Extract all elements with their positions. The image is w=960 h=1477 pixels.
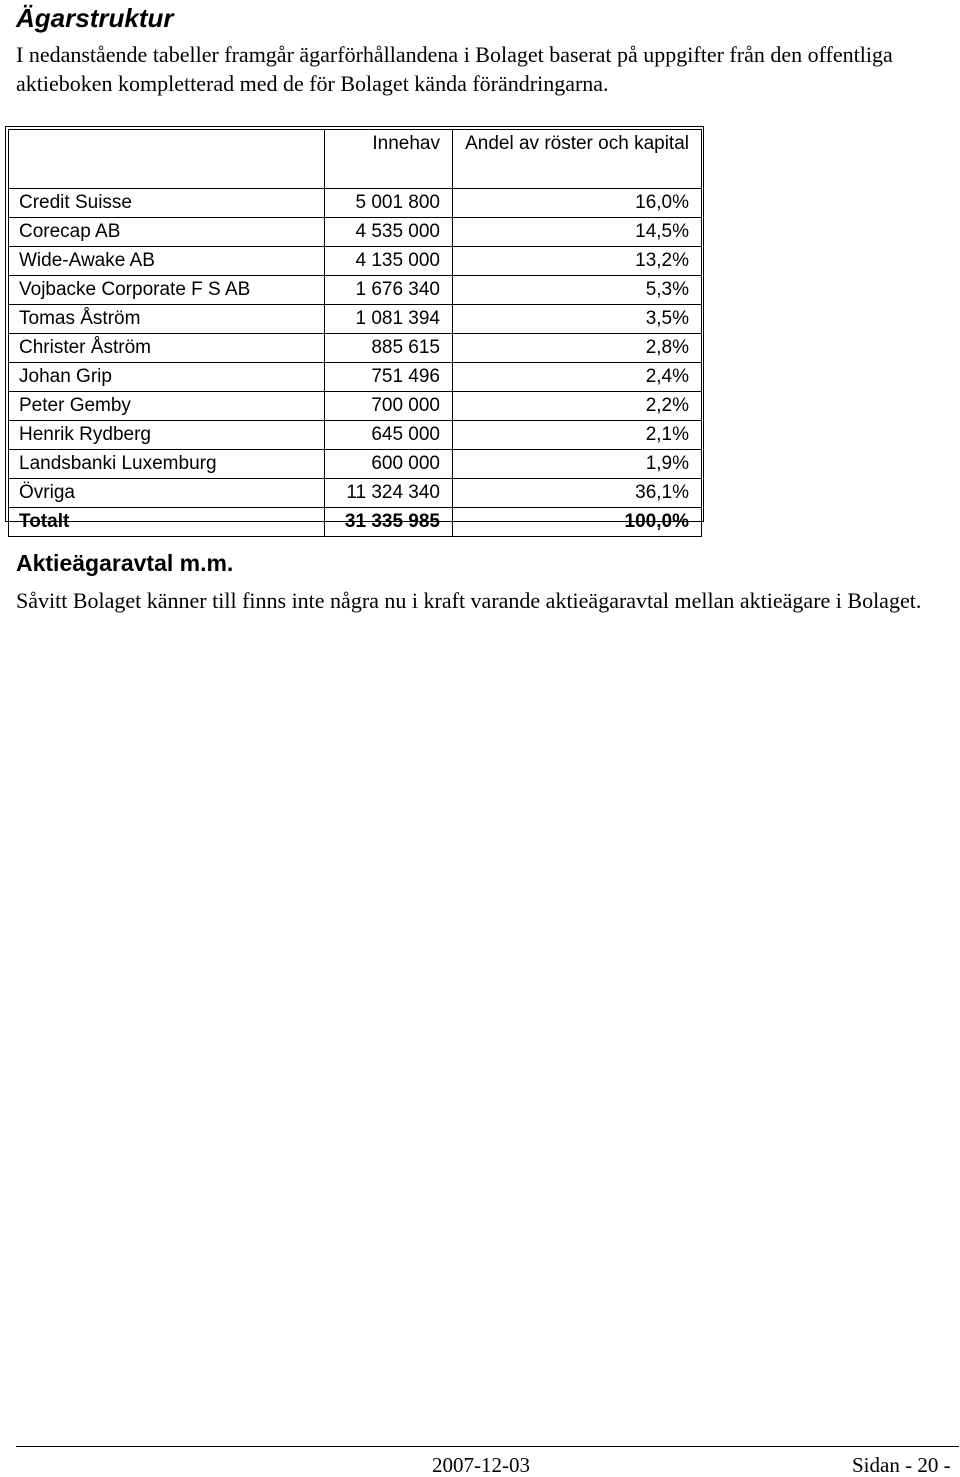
cell-holding: 751 496 bbox=[325, 363, 453, 392]
cell-share: 2,8% bbox=[453, 334, 702, 363]
table-row bbox=[9, 363, 702, 392]
cell-share: 2,4% bbox=[453, 363, 702, 392]
cell-share: 3,5% bbox=[453, 305, 702, 334]
table-row bbox=[9, 421, 702, 450]
table-row bbox=[9, 479, 702, 508]
cell-holding: 1 676 340 bbox=[325, 276, 453, 305]
table-row bbox=[9, 334, 702, 363]
section-heading-aktieagaravtal: Aktieägaravtal m.m. bbox=[16, 550, 234, 576]
intro-paragraph: I nedanstående tabeller framgår ägarförhållandena i Bolaget baserat på uppgifter från den offentliga aktieboken kompletterad med de för Bolaget kända förändringarna. bbox=[16, 42, 893, 96]
cell-name: Tomas Åström bbox=[9, 305, 325, 334]
cell-share: 14,5% bbox=[453, 218, 702, 247]
cell-holding: 5 001 800 bbox=[325, 189, 453, 218]
header-holding: Innehav bbox=[325, 130, 453, 189]
cell-name: Henrik Rydberg bbox=[9, 421, 325, 450]
cell-share: 16,0% bbox=[453, 189, 702, 218]
cell-holding: 11 324 340 bbox=[325, 479, 453, 508]
table-total-row bbox=[9, 508, 702, 537]
cell-name: Landsbanki Luxemburg bbox=[9, 450, 325, 479]
table-row bbox=[9, 189, 702, 218]
cell-share: 2,1% bbox=[453, 421, 702, 450]
cell-name: Totalt bbox=[9, 508, 325, 537]
footer-date: 2007-12-03 bbox=[432, 1453, 530, 1477]
table-row bbox=[9, 305, 702, 334]
cell-holding: 4 135 000 bbox=[325, 247, 453, 276]
agreement-paragraph: Såvitt Bolaget känner till finns inte några nu i kraft varande aktieägaravtal mellan aktieägare i Bolaget. bbox=[16, 588, 922, 613]
cell-holding: 645 000 bbox=[325, 421, 453, 450]
header-share: Andel av röster och kapital bbox=[453, 130, 702, 189]
footer-page-number: Sidan - 20 - bbox=[852, 1453, 951, 1477]
cell-holding: 31 335 985 bbox=[325, 508, 453, 537]
table-row bbox=[9, 276, 702, 305]
section-heading-agarstruktur: Ägarstruktur bbox=[16, 3, 174, 33]
cell-name: Peter Gemby bbox=[9, 392, 325, 421]
cell-name: Corecap AB bbox=[9, 218, 325, 247]
footer-divider bbox=[16, 1446, 959, 1447]
cell-name: Wide-Awake AB bbox=[9, 247, 325, 276]
cell-share: 2,2% bbox=[453, 392, 702, 421]
table-row bbox=[9, 247, 702, 276]
cell-share: 100,0% bbox=[453, 508, 702, 537]
cell-share: 13,2% bbox=[453, 247, 702, 276]
ownership-table-frame bbox=[5, 126, 704, 532]
cell-name: Credit Suisse bbox=[9, 189, 325, 218]
cell-name: Johan Grip bbox=[9, 363, 325, 392]
cell-name: Vojbacke Corporate F S AB bbox=[9, 276, 325, 305]
cell-share: 36,1% bbox=[453, 479, 702, 508]
table-row bbox=[9, 392, 702, 421]
table-row bbox=[9, 450, 702, 479]
header-name bbox=[9, 130, 325, 189]
cell-holding: 700 000 bbox=[325, 392, 453, 421]
cell-holding: 600 000 bbox=[325, 450, 453, 479]
cell-name: Övriga bbox=[9, 479, 325, 508]
cell-share: 1,9% bbox=[453, 450, 702, 479]
table-header-row bbox=[9, 130, 702, 189]
ownership-table bbox=[8, 129, 702, 537]
cell-share: 5,3% bbox=[453, 276, 702, 305]
cell-holding: 4 535 000 bbox=[325, 218, 453, 247]
cell-holding: 1 081 394 bbox=[325, 305, 453, 334]
table-row bbox=[9, 218, 702, 247]
cell-holding: 885 615 bbox=[325, 334, 453, 363]
cell-name: Christer Åström bbox=[9, 334, 325, 363]
